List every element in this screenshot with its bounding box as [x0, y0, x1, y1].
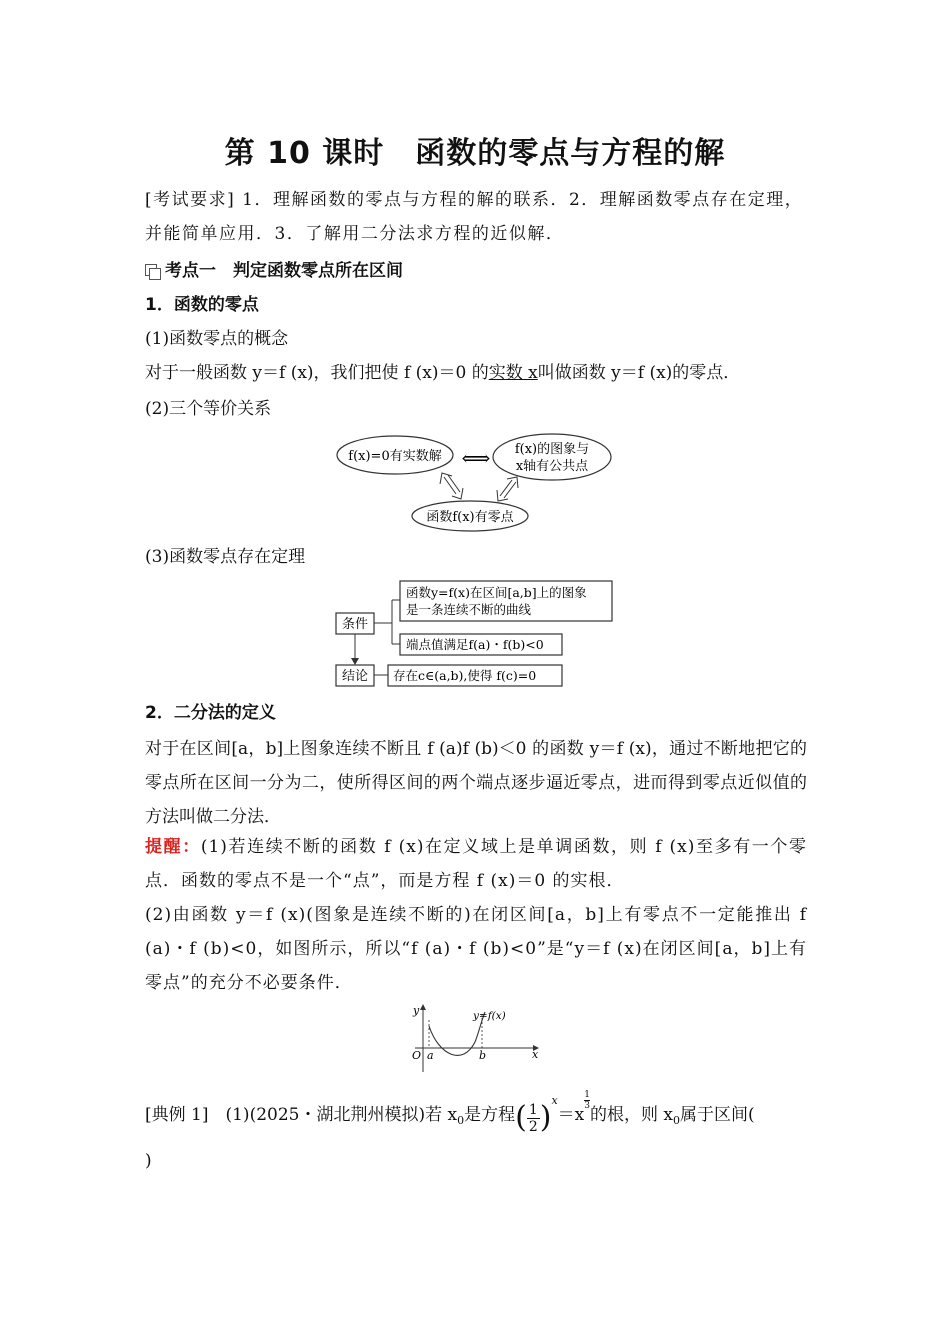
requirement-text: 1．理解函数的零点与方程的解的联系．2．理解函数零点存在定理，并能简单应用．3．了解用二分法求方程的近似解．: [145, 190, 804, 244]
graph-a-label: a: [427, 1049, 434, 1062]
conclusion-text: 结论: [341, 669, 369, 684]
equiv-arrow-icon: ⟺: [461, 446, 491, 470]
example-label: [典例 1]: [145, 1104, 209, 1125]
requirement-label: [考试要求]: [145, 190, 236, 210]
concept-label: (1)函数零点的概念: [145, 329, 289, 349]
concept-definition: [145, 360, 740, 386]
function-graph: [405, 1002, 545, 1074]
equivalence-diagram: [330, 432, 620, 534]
graph-y-label: y: [413, 1004, 420, 1017]
section-heading: [145, 258, 403, 284]
exponent-denominator: 3: [584, 1101, 590, 1111]
example-1: [145, 1090, 755, 1136]
example-post: 的根，则 x: [590, 1104, 673, 1125]
graph-curve-label: y=f(x): [473, 1010, 506, 1022]
example-mid: 是方程: [464, 1104, 516, 1125]
equiv-label: (2)三个等价关系: [145, 399, 272, 419]
conclusion-result-text: 存在c∈(a,b),使得 f(c)=0: [393, 668, 537, 683]
double-arrow-left-icon: [440, 473, 463, 499]
x0-subscript-2: 0: [673, 1114, 680, 1128]
concept-post: 叫做函数 y＝f (x)的零点．: [537, 363, 741, 383]
condition-text: 条件: [341, 617, 369, 632]
exponent-third: [584, 1090, 590, 1111]
concept-pre: 对于一般函数 y＝f (x)，我们把使 f (x)＝0 的: [145, 363, 489, 383]
reminder-paragraph: [145, 830, 807, 898]
exponent-x: x: [551, 1094, 558, 1107]
exam-requirement: [145, 183, 807, 251]
x0-subscript: 0: [457, 1114, 465, 1128]
reminder-2: (2)由函数 y＝f (x)(图象是连续不断的)在闭区间[a，b]上有零点不一定能推出 f (a)・f (b)<0，如图所示，所以“f (a)・f (b)<0”是“y＝f (x)在闭区间[a，b]上有零点”的充分不必要条件．: [145, 905, 807, 993]
example-close-paren: ): [145, 1151, 152, 1171]
section-heading-text: 考点一 判定函数零点所在区间: [165, 261, 403, 281]
fraction-denominator: 2: [528, 1118, 538, 1135]
example-eq: ＝x: [557, 1104, 585, 1125]
example-pre: (1)(2025・湖北荆州模拟)若 x: [208, 1104, 458, 1125]
graph-b-label: b: [479, 1049, 487, 1062]
condition1-line2: 是一条连续不断的曲线: [406, 602, 532, 617]
subheading-zero: 1．函数的零点: [145, 295, 259, 315]
equiv-left-text: f(x)=0有实数解: [348, 449, 442, 464]
equiv-right-line1: f(x)的图象与: [514, 442, 590, 457]
section-marker-icon: [145, 264, 159, 278]
double-arrow-right-icon: [497, 477, 518, 501]
bisection-definition: 对于在区间[a，b]上图象连续不断且 f (a)f (b)＜0 的函数 y＝f (x)，通过不断地把它的零点所在区间一分为二，使所得区间的两个端点逐步逼近零点，进而得到零点近似值的方法叫做二分法．: [145, 739, 807, 827]
exponent-numerator: 1: [584, 1090, 590, 1100]
graph-x-label: x: [532, 1048, 539, 1061]
theorem-diagram: [334, 578, 624, 690]
theorem-label: (3)函数零点存在定理: [145, 547, 306, 567]
concept-underlined: 实数 x: [488, 363, 538, 383]
reminder-1: (1)若连续不断的函数 f (x)在定义域上是单调函数，则 f (x)至多有一个零点．函数的零点不是一个“点”，而是方程 f (x)＝0 的实根．: [145, 837, 808, 891]
page-title: 第 10 课时 函数的零点与方程的解: [224, 136, 726, 171]
equiv-bottom-text: 函数f(x)有零点: [426, 510, 514, 525]
fraction-half: ( $\frac{1}{2}$ )$^x$: [515, 1094, 558, 1136]
equiv-right-line2: x轴有公共点: [515, 459, 589, 474]
fraction-numerator: 1: [528, 1101, 538, 1118]
condition1-line1: 函数y=f(x)在区间[a,b]上的图象: [406, 585, 587, 600]
graph-origin: O: [412, 1049, 422, 1062]
condition2-text: 端点值满足f(a)・f(b)<0: [406, 637, 544, 652]
reminder-label: 提醒：: [145, 837, 201, 857]
example-tail: 属于区间(: [680, 1104, 755, 1125]
subheading-bisection: 2．二分法的定义: [145, 703, 276, 723]
